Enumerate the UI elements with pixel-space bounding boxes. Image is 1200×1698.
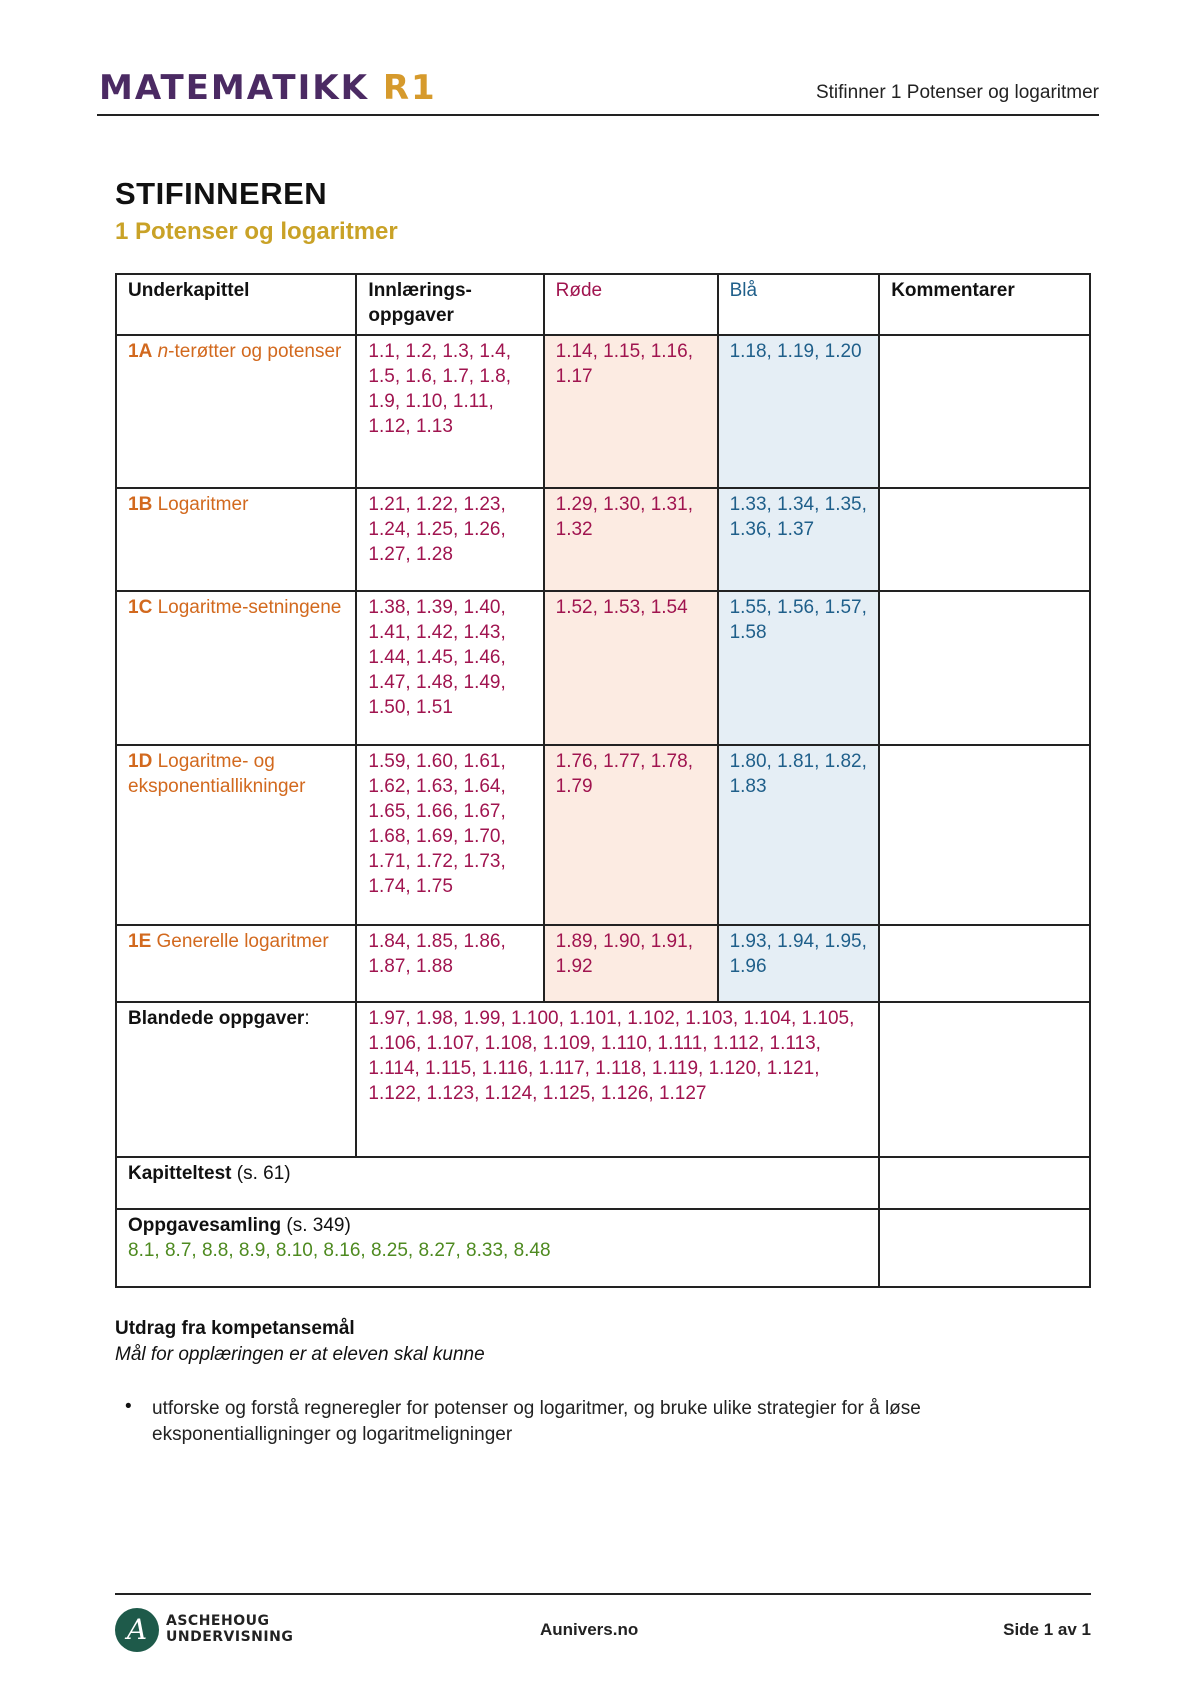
oppgavesamling-row (116, 1209, 1090, 1287)
oppgavesamling-label: Oppgavesamling (128, 1215, 282, 1236)
red-tasks: 1.14, 1.15, 1.16, 1.17 (544, 335, 718, 488)
innlaering-tasks: 1.38, 1.39, 1.40, 1.41, 1.42, 1.43, 1.44, 1.45, 1.46, 1.47, 1.48, 1.49, 1.50, 1.51 (356, 591, 543, 745)
subchapter-name: Logaritme-setningene (157, 597, 342, 618)
innlaering-tasks: 1.59, 1.60, 1.61, 1.62, 1.63, 1.64, 1.65, 1.66, 1.67, 1.68, 1.69, 1.70, 1.71, 1.72, 1.73, 1.74, 1.75 (356, 745, 543, 925)
footer-page-number: Side 1 av 1 (1003, 1620, 1091, 1639)
kapitteltest-page: (s. 61) (236, 1163, 291, 1184)
comment-cell (879, 1157, 1090, 1209)
innlaering-tasks: 1.21, 1.22, 1.23, 1.24, 1.25, 1.26, 1.27, 1.28 (356, 488, 543, 591)
oppgavesamling-tasks: 8.1, 8.7, 8.8, 8.9, 8.10, 8.16, 8.25, 8.27, 8.33, 8.48 (128, 1240, 551, 1261)
red-tasks: 1.52, 1.53, 1.54 (544, 591, 718, 745)
table-row (116, 591, 1090, 745)
innlaering-tasks: 1.1, 1.2, 1.3, 1.4, 1.5, 1.6, 1.7, 1.8, 1.9, 1.10, 1.11, 1.12, 1.13 (356, 335, 543, 488)
comment-cell (879, 745, 1090, 925)
blue-tasks: 1.80, 1.81, 1.82, 1.83 (718, 745, 880, 925)
blandede-label-cell (116, 1002, 356, 1157)
publisher-logo-text (166, 1613, 293, 1645)
blue-tasks: 1.93, 1.94, 1.95, 1.96 (718, 925, 880, 1002)
kapitteltest-cell (116, 1157, 879, 1209)
header-bla: Blå (718, 274, 880, 335)
header-rode: Røde (544, 274, 718, 335)
table-row (116, 488, 1090, 591)
header-innlaering (356, 274, 543, 335)
blue-tasks: 1.55, 1.56, 1.57, 1.58 (718, 591, 880, 745)
comment-cell (879, 488, 1090, 591)
subchapter-cell (116, 925, 356, 1002)
comment-cell (879, 1209, 1090, 1287)
subchapter-name: Generelle logaritmer (156, 931, 329, 952)
comment-cell (879, 925, 1090, 1002)
chapter-subtitle: 1 Potenser og logaritmer (115, 218, 398, 245)
oppgavesamling-page: (s. 349) (286, 1215, 351, 1236)
subchapter-code: 1C (128, 597, 153, 618)
comment-cell (879, 591, 1090, 745)
footer-divider (115, 1593, 1091, 1595)
blandede-row (116, 1002, 1090, 1157)
innlaering-tasks: 1.84, 1.85, 1.86, 1.87, 1.88 (356, 925, 543, 1002)
logo-suffix-text: R1 (382, 68, 437, 108)
comment-cell (879, 335, 1090, 488)
kapitteltest-row (116, 1157, 1090, 1209)
bullet-icon: • (125, 1396, 132, 1417)
subchapter-cell (116, 335, 356, 488)
header-innlaering-line2: oppgaver (368, 305, 454, 326)
table-header-row (116, 274, 1090, 335)
kompetanse-subheading: Mål for opplæringen er at eleven skal kunne (115, 1344, 485, 1365)
page-title: STIFINNEREN (115, 176, 328, 211)
logo-main-text: MATEMATIKK (99, 68, 369, 108)
subchapter-name: Logaritmer (157, 494, 249, 515)
red-tasks: 1.89, 1.90, 1.91, 1.92 (544, 925, 718, 1002)
subchapter-name-italic: n (157, 341, 169, 362)
aschehoug-seal-icon: A (115, 1608, 159, 1652)
red-tasks: 1.29, 1.30, 1.31, 1.32 (544, 488, 718, 591)
blandede-colon: : (304, 1008, 310, 1029)
subchapter-code: 1D (128, 751, 153, 772)
subchapter-cell (116, 591, 356, 745)
table-row (116, 745, 1090, 925)
subchapter-code: 1B (128, 494, 153, 515)
header-document-title: Stifinner 1 Potenser og logaritmer (815, 82, 1099, 103)
subchapter-cell (116, 745, 356, 925)
oppgavesamling-cell (116, 1209, 879, 1287)
blandede-tasks: 1.97, 1.98, 1.99, 1.100, 1.101, 1.102, 1.103, 1.104, 1.105, 1.106, 1.107, 1.108, 1.109, 1.110, 1.111, 1.112, 1.113, 1.114, 1.115, 1.116, 1.117, 1.118, 1.119, 1.120, 1.121, 1.122, 1.123, 1.124, 1.125, 1.126, 1.127 (356, 1002, 879, 1157)
header-kommentarer: Kommentarer (879, 274, 1090, 335)
task-table (115, 273, 1091, 1288)
subchapter-code: 1A (128, 341, 153, 362)
subchapter-name: Logaritme- og eksponentiallikninger (128, 751, 306, 797)
matematikk-r1-logo (99, 68, 437, 108)
publisher-line2: UNDERVISNING (166, 1629, 294, 1645)
header-underkapittel: Underkapittel (116, 274, 356, 335)
publisher-line1: ASCHEHOUG (166, 1613, 270, 1629)
blandede-label: Blandede oppgaver (128, 1008, 305, 1029)
comment-cell (879, 1002, 1090, 1157)
page-header (97, 68, 1099, 116)
subchapter-cell (116, 488, 356, 591)
footer-site-link[interactable]: Aunivers.no (540, 1620, 639, 1639)
blue-tasks: 1.18, 1.19, 1.20 (718, 335, 880, 488)
kapitteltest-label: Kapitteltest (128, 1163, 232, 1184)
blue-tasks: 1.33, 1.34, 1.35, 1.36, 1.37 (718, 488, 880, 591)
table-row (116, 925, 1090, 1002)
header-innlaering-line1: Innlærings- (368, 280, 472, 301)
red-tasks: 1.76, 1.77, 1.78, 1.79 (544, 745, 718, 925)
subchapter-name: -terøtter og potenser (168, 341, 342, 362)
table-row (116, 335, 1090, 488)
subchapter-code: 1E (128, 931, 152, 952)
kompetanse-bullet: utforske og forstå regneregler for potenser og logaritmer, og bruke ulike strategier for å løse eksponentialligninger og logaritmeligninger (152, 1398, 921, 1445)
kompetanse-heading: Utdrag fra kompetansemål (115, 1318, 355, 1339)
